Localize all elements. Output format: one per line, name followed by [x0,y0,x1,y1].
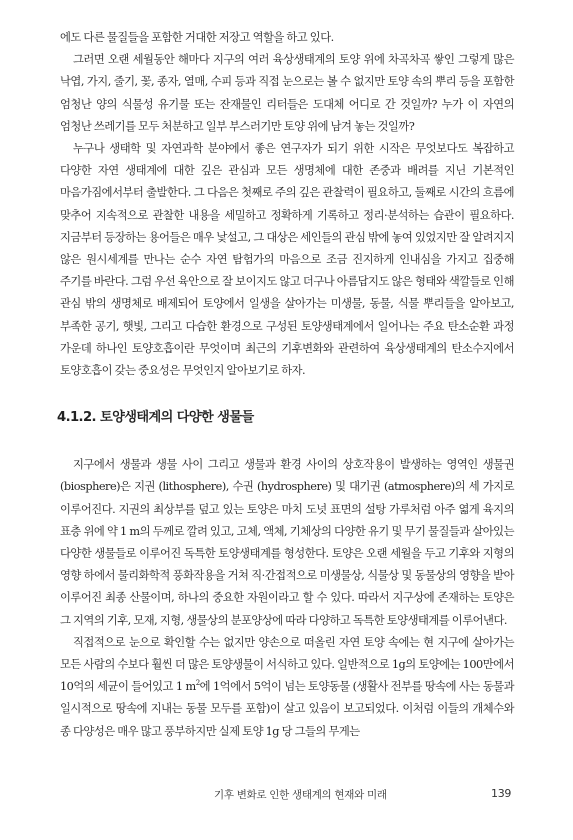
paragraph-soil-organisms-part2: 에 1억에서 5억이 넘는 토양동물 (생활사 전부를 땅속에 사는 동물과 일시적으로 땅속에 지내는 동물 모두를 포함)이 살고 있음이 보고되었다. 이처럼 이들의 개체수와 종 다양성은 매우 많고 풍부하지만 실제 토양 1g 당 그들의 무게는 [60,680,514,738]
superscript-square: 2 [195,679,200,688]
page-number: 139 [491,787,512,800]
page-body [57,27,514,743]
paragraph-biosphere: 지구에서 생물과 생물 사이 그리고 생물과 환경 사이의 상호작용이 발생하는 영역인 생물권 (biosphere)은 지권 (lithosphere), 수권 (hydrosphere) 및 대기권 (atmosphere)의 세 가지로 이루어진다. 지권의 최상부를 덮고 있는 토양은 마치 도넛 표면의 설탕 가루처럼 아주 엷게 육지의 표층 위에 약 1 m의 두께로 깔려 있고, 고체, 액체, 기체상의 다양한 유기 및 무기 물질들과 살아있는 다양한 생물들로 이루어진 독특한 토양생태계를 형성한다. 토양은 오랜 세월을 두고 기후와 지형의 영향 하에서 물리화학적 풍화작용을 거쳐 직·간접적으로 미생물상, 식물상 및 동물상의 영향을 받아 이루어진 최종 산물이며, 하나의 중요한 자원이라고 할 수 있다. 따라서 지구상에 존재하는 토양은 그 지역의 기후, 모재, 지형, 생물상의 분포양상에 따라 다양하고 독특한 토양생태계를 이루어낸다. [60,458,514,627]
footer-book-title: 기후 변화로 인한 생태계의 현재와 미래 [214,789,387,801]
paragraph-continued: 에도 다른 물질들을 포함한 거대한 저장고 역할을 하고 있다. [60,31,334,44]
section-heading: 4.1.2. 토양생태계의 다양한 생물들 [57,410,254,426]
paragraph-soil-organisms-part1: 직접적으로 눈으로 확인할 수는 없지만 양손으로 떠올린 자연 토양 속에는 현 지구에 살아가는 모든 사람의 수보다 훨씬 더 많은 토양생물이 서식하고 있다. 일반적으로 1g의 토양에는 100만에서 10억의 세균이 들어있고 1 m [60,635,514,694]
paragraph-soil-organisms [60,632,514,743]
page-footer [0,787,573,803]
paragraph-litter-question: 그러면 오랜 세월동안 해마다 지구의 여러 육상생태계의 토양 위에 차곡차곡 쌓인 그렇게 많은 낙엽, 가지, 줄기, 꽃, 종자, 열매, 수피 등과 직접 눈으로는 볼 수 없지만 토양 속의 뿌리 등을 포함한 엄청난 양의 식물성 유기물 또는 잔재물인 리터들은 도대체 어디로 간 것일까? 누가 이 자연의 엄청난 쓰레기를 모두 처분하고 일부 부스러기만 토양 위에 남겨 놓는 것일까? [60,53,514,133]
paragraph-researcher-attitude: 누구나 생태학 및 자연과학 분야에서 좋은 연구자가 되기 위한 시작은 무엇보다도 복잡하고 다양한 자연 생태계에 대한 깊은 관심과 모든 생명체에 대한 존중과 배려를 지닌 기본적인 마음가짐에서부터 출발한다. 그 다음은 첫째로 주의 깊은 관찰력이 필요하고, 둘째로 시간의 흐름에 맞추어 지속적으로 관찰한 내용을 세밀하고 정확하게 기록하고 정리·분석하는 습관이 필요하다. 지금부터 등장하는 용어들은 매우 낯설고, 그 대상은 세인들의 관심 밖에 놓여 있었지만 잘 알려지지 않은 원시세계를 만나는 순수 자연 탐험가의 마음으로 조금 진지하게 인내심을 가지고 집중해 주기를 바란다. 그럼 우선 육안으로 잘 보이지도 않고 더구나 아름답지도 않은 형태와 색깔들로 인해 관심 밖의 생명체로 배제되어 토양에서 일생을 살아가는 미생물, 동물, 식물 뿌리들을 알아보고, 부족한 공기, 햇빛, 그리고 다습한 환경으로 구성된 토양생태계에서 일어나는 주요 탄소순환 과정 가운데 하나인 토양호흡이란 무엇이며 최근의 기후변화와 관련하여 육상생태계의 탄소수지에서 토양호흡이 갖는 중요성은 무엇인지 알아보기로 하자. [60,142,514,378]
